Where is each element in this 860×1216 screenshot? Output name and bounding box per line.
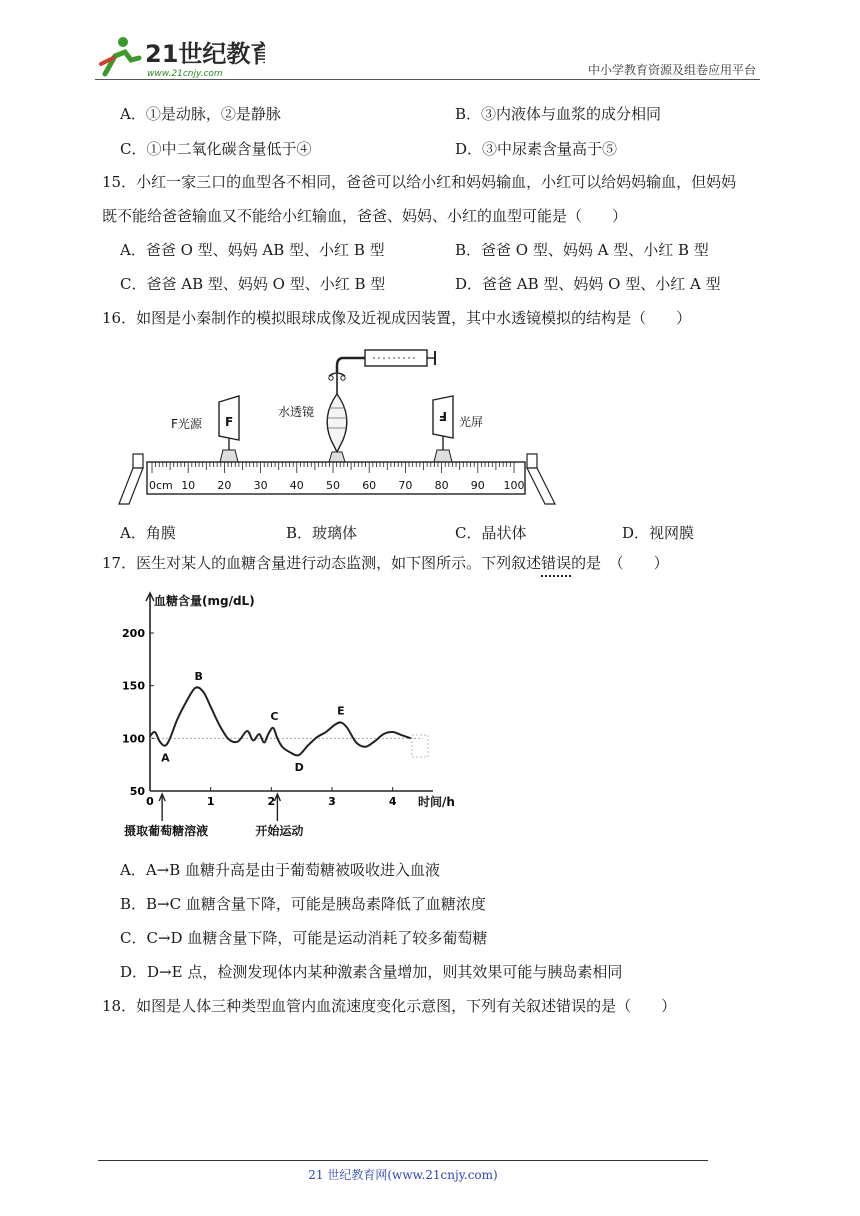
q17-option-c: C．C→D 血糖含量下降，可能是运动消耗了较多葡萄糖 (120, 929, 488, 947)
q18-stem: 18．如图是人体三种类型血管内血流速度变化示意图，下列有关叙述错误的是（ ） (102, 997, 677, 1015)
ruler-label: 50 (326, 479, 340, 492)
water-lens-label: 水透镜 (278, 405, 315, 419)
header-divider (95, 79, 760, 80)
chart-y-tick-label: 100 (122, 732, 145, 746)
q14-option-a: A．①是动脉，②是静脉 (120, 105, 281, 123)
q17-stem-pre: 17．医生对某人的血糖含量进行动态监测，如下图所示。下列叙述 (102, 554, 542, 572)
chart-annotation: 开始运动 (255, 824, 304, 838)
chart-x-ticks (146, 795, 397, 808)
platform-name: 中小学教育资源及组卷应用平台 (587, 63, 756, 77)
q15-stem-line2: 既不能给爸爸输血又不能给小红输血，爸爸、妈妈、小红的血型可能是（ ） (102, 207, 628, 225)
logo-url: www.21cnjy.com (147, 69, 223, 79)
logo-graphic (95, 34, 265, 80)
chart-annotation-arrows (159, 794, 280, 821)
light-screen-letter: F (438, 409, 447, 423)
ruler-label: 60 (362, 479, 377, 492)
water-lens-icon (327, 394, 347, 462)
q14-option-d: D．③中尿素含量高于⑤ (455, 140, 618, 158)
chart-annotations (124, 823, 303, 838)
logo (95, 34, 265, 80)
q15-option-a: A．爸爸 O 型、妈妈 AB 型、小红 B 型 (120, 241, 385, 259)
ruler-label: 30 (253, 479, 268, 492)
ruler-label: 80 (434, 479, 449, 492)
q14-option-b: B．③内液体与血浆的成分相同 (455, 105, 662, 123)
chart-axes (146, 593, 433, 791)
q15-option-d: D．爸爸 AB 型、妈妈 O 型、小红 A 型 (455, 275, 721, 293)
chart-point-label: E (337, 704, 345, 718)
footer-text: 21 世纪教育网(www.21cnjy.com) (308, 1168, 498, 1182)
q15-option-b: B．爸爸 O 型、妈妈 A 型、小红 B 型 (455, 241, 709, 259)
ruler-label: 90 (470, 479, 485, 492)
q17-option-d: D．D→E 点，检测发现体内某种激素含量增加，则其效果可能与胰岛素相同 (120, 963, 623, 981)
q15-stem-line1: 15．小红一家三口的血型各不相同，爸爸可以给小红和妈妈输血，小红可以给妈妈输血，但妈妈 (102, 173, 737, 191)
ruler-label: 20 (217, 479, 232, 492)
chart-x-tick-label: 4 (388, 795, 397, 808)
q15-option-c: C．爸爸 AB 型、妈妈 O 型、小红 B 型 (120, 275, 386, 293)
chart-x-axis-label: 时间/h (418, 795, 455, 809)
chart-x-tick-label: 2 (267, 795, 276, 808)
blood-glucose-chart (118, 585, 478, 845)
optical-bench (119, 454, 555, 504)
q17-option-b: B．B→C 血糖含量下降，可能是胰岛素降低了血糖浓度 (120, 895, 486, 913)
chart-point-label: C (270, 709, 279, 723)
chart-y-ticks (122, 627, 145, 798)
ruler-label: 0cm (149, 479, 173, 492)
logo-runner-head-icon (118, 37, 128, 47)
q17-stem-post: 的是 （ ） (571, 554, 669, 572)
light-source-icon (219, 396, 239, 462)
tube-clip-icon (329, 372, 345, 394)
chart-series-line (150, 687, 411, 755)
syringe-icon (337, 350, 435, 372)
chart-y-tick-label: 50 (129, 785, 145, 798)
q16-option-c: C．晶状体 (455, 524, 527, 542)
chart-point-labels (161, 670, 344, 774)
q16-stem: 16．如图是小秦制作的模拟眼球成像及近视成因装置，其中水透镜模拟的结构是（ ） (102, 309, 692, 327)
chart-annotation: 摄取葡萄糖溶液 (124, 824, 209, 838)
logo-runner-icon (105, 52, 139, 74)
footer-divider (98, 1160, 708, 1161)
ruler-label: 100 (503, 479, 525, 492)
logo-text: 21世纪教育 (145, 40, 265, 68)
light-source-letter: F (225, 415, 234, 429)
q17-stem-emphasis: 错误 (541, 554, 572, 572)
chart-y-axis-label: 血糖含量(mg/dL) (154, 594, 255, 608)
q16-option-a: A．角膜 (120, 524, 176, 542)
q17-stem (102, 553, 669, 573)
ruler-label: 40 (289, 479, 304, 492)
q17-option-a: A．A→B 血糖升高是由于葡萄糖被吸收进入血液 (120, 861, 441, 879)
chart-point-label: A (161, 751, 170, 765)
chart-x-tick-label: 1 (206, 795, 215, 808)
chart-x-tick-label: 3 (328, 795, 336, 808)
chart-x-tick-label: 0 (146, 795, 154, 808)
light-screen-icon (433, 396, 453, 462)
q16-option-d: D．视网膜 (622, 524, 695, 542)
chart-y-tick-label: 200 (122, 627, 145, 640)
ruler-label: 10 (181, 479, 196, 492)
chart-point-label: B (194, 669, 203, 683)
chart-y-tick-label: 150 (122, 679, 145, 693)
ruler-label: 70 (398, 479, 413, 492)
q14-option-c: C．①中二氧化碳含量低于④ (120, 140, 312, 158)
light-screen-label: 光屏 (459, 415, 484, 429)
light-source-label: F光源 (171, 417, 202, 431)
q16-eye-model-figure (115, 340, 565, 512)
q16-option-b: B．玻璃体 (286, 524, 358, 542)
chart-point-label: D (294, 761, 304, 775)
